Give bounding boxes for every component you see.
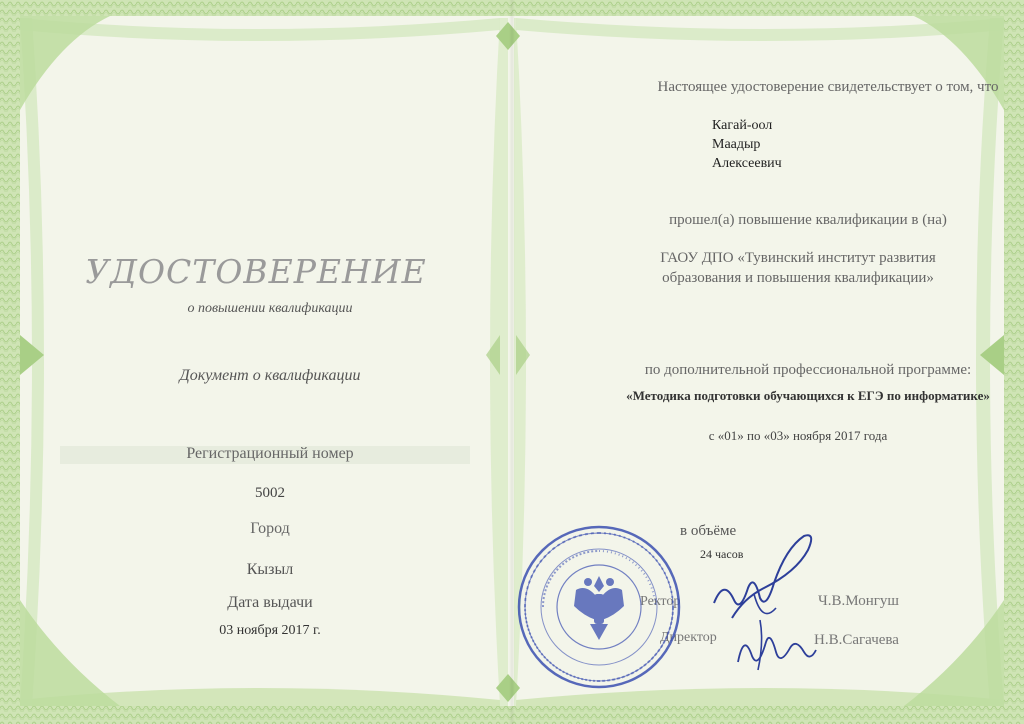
certificate-title: УДОСТОВЕРЕНИЕ (85, 252, 427, 291)
institution-line-1: ГАОУ ДПО «Тувинский институт развития (660, 250, 936, 266)
director-name: Н.В.Сагачева (814, 632, 899, 648)
city-value: Кызыл (246, 561, 294, 578)
certificate-intro: Настоящее удостоверение свидетельствует о том, что (657, 79, 999, 95)
program-name: «Методика подготовки обучающихся к ЕГЭ по информатике» (626, 388, 990, 403)
institution-line-2: образования и повышения квалификации» (662, 270, 934, 286)
official-seal-icon (516, 524, 682, 690)
holder-first-name: Маадыр (712, 137, 761, 152)
document-type: Документ о квалификации (179, 367, 361, 384)
city-label: Город (250, 520, 290, 537)
rector-name: Ч.В.Монгуш (818, 593, 899, 609)
director-role: Директор (660, 630, 717, 645)
rector-role: Ректор (640, 594, 681, 609)
training-period: с «01» по «03» ноября 2017 года (708, 428, 888, 443)
registration-number: 5002 (255, 485, 285, 501)
volume-hours: 24 часов (700, 547, 744, 561)
certificate-subtitle: о повышении квалификации (187, 301, 353, 316)
volume-label: в объёме (680, 523, 737, 539)
registration-number-label: Регистрационный номер (186, 445, 354, 462)
holder-patronymic: Алексеевич (712, 156, 782, 171)
issue-date-label: Дата выдачи (227, 594, 313, 611)
holder-surname: Кагай-оол (712, 118, 773, 133)
director-signature-icon (730, 612, 820, 676)
qualification-statement: прошел(а) повышение квалификации в (на) (669, 212, 947, 228)
program-label: по дополнительной профессиональной программе: (644, 362, 972, 378)
issue-date: 03 ноября 2017 г. (219, 623, 321, 638)
